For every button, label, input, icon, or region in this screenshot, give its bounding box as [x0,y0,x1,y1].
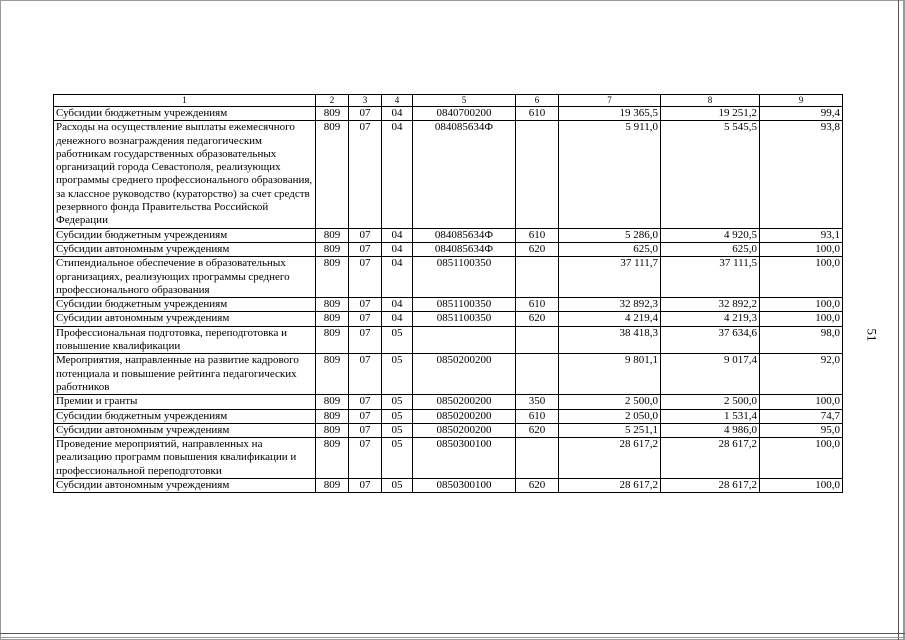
row-name-cell: Стипендиальное обеспечение в образовательных организациях, реализующих программы среднего профессионального образования [54,257,316,298]
grbs-cell: 809 [316,298,349,312]
row-name-cell: Субсидии автономным учреждениям [54,479,316,493]
target-article-cell: 0850200200 [413,409,516,423]
grbs-cell: 809 [316,423,349,437]
table-row [54,257,843,298]
target-article-cell: 0851100350 [413,298,516,312]
actual-amount-cell: 19 251,2 [661,107,760,121]
percent-cell: 98,0 [760,326,843,354]
section-cell: 07 [349,257,382,298]
row-name-cell: Проведение мероприятий, направленных на реализацию программ повышения квалификации и профессиональной переподготовки [54,438,316,479]
subsection-cell: 05 [382,354,413,395]
target-article-cell: 0840700200 [413,107,516,121]
section-cell: 07 [349,479,382,493]
subsection-cell: 05 [382,395,413,409]
table-row [54,326,843,354]
subsection-cell: 04 [382,257,413,298]
row-name-cell: Премии и гранты [54,395,316,409]
percent-cell: 100,0 [760,242,843,256]
expense-type-cell: 620 [516,312,559,326]
column-header: 6 [516,95,559,107]
column-header: 8 [661,95,760,107]
percent-cell: 99,4 [760,107,843,121]
subsection-cell: 05 [382,479,413,493]
actual-amount-cell: 625,0 [661,242,760,256]
grbs-cell: 809 [316,107,349,121]
section-cell: 07 [349,423,382,437]
section-cell: 07 [349,298,382,312]
page-number: 51 [864,328,880,342]
grbs-cell: 809 [316,479,349,493]
column-header: 7 [559,95,661,107]
actual-amount-cell: 4 920,5 [661,228,760,242]
grbs-cell: 809 [316,409,349,423]
row-name-cell: Субсидии бюджетным учреждениям [54,409,316,423]
percent-cell: 100,0 [760,438,843,479]
table-row [54,228,843,242]
percent-cell: 93,8 [760,121,843,228]
percent-cell: 100,0 [760,257,843,298]
actual-amount-cell: 4 219,3 [661,312,760,326]
expense-type-cell: 610 [516,228,559,242]
subsection-cell: 05 [382,409,413,423]
actual-amount-cell: 28 617,2 [661,438,760,479]
grbs-cell: 809 [316,242,349,256]
plan-amount-cell: 625,0 [559,242,661,256]
table-row [54,242,843,256]
target-article-cell: 084085634Ф [413,228,516,242]
grbs-cell: 809 [316,395,349,409]
target-article-cell: 0850200200 [413,354,516,395]
subsection-cell: 04 [382,312,413,326]
actual-amount-cell: 2 500,0 [661,395,760,409]
column-header: 3 [349,95,382,107]
section-cell: 07 [349,242,382,256]
percent-cell: 92,0 [760,354,843,395]
section-cell: 07 [349,312,382,326]
percent-cell: 93,1 [760,228,843,242]
plan-amount-cell: 37 111,7 [559,257,661,298]
row-name-cell: Мероприятия, направленные на развитие кадрового потенциала и повышение рейтинга педагогических работников [54,354,316,395]
grbs-cell: 809 [316,438,349,479]
section-cell: 07 [349,107,382,121]
plan-amount-cell: 5 286,0 [559,228,661,242]
expense-type-cell: 620 [516,479,559,493]
expense-type-cell: 620 [516,242,559,256]
plan-amount-cell: 32 892,3 [559,298,661,312]
actual-amount-cell: 5 545,5 [661,121,760,228]
row-name-cell: Субсидии автономным учреждениям [54,242,316,256]
subsection-cell: 04 [382,242,413,256]
table-body [54,107,843,493]
grbs-cell: 809 [316,326,349,354]
plan-amount-cell: 28 617,2 [559,479,661,493]
expense-type-cell [516,326,559,354]
section-cell: 07 [349,409,382,423]
target-article-cell: 0851100350 [413,257,516,298]
percent-cell: 100,0 [760,312,843,326]
expense-type-cell [516,121,559,228]
subsection-cell: 04 [382,121,413,228]
plan-amount-cell: 28 617,2 [559,438,661,479]
actual-amount-cell: 32 892,2 [661,298,760,312]
column-header: 1 [54,95,316,107]
plan-amount-cell: 5 911,0 [559,121,661,228]
row-name-cell: Расходы на осуществление выплаты ежемесячного денежного вознаграждения педагогическим работникам государственных образовательных организаций города Севастополя, реализующих программы среднего профессионального образования, за классное руководство (кураторство) за счет средств резервного фонда Правительства Российской Федерации [54,121,316,228]
subsection-cell: 05 [382,423,413,437]
grbs-cell: 809 [316,121,349,228]
percent-cell: 100,0 [760,395,843,409]
column-header: 2 [316,95,349,107]
section-cell: 07 [349,121,382,228]
actual-amount-cell: 9 017,4 [661,354,760,395]
subsection-cell: 04 [382,107,413,121]
subsection-cell: 04 [382,228,413,242]
plan-amount-cell: 2 500,0 [559,395,661,409]
table-row [54,438,843,479]
table-row [54,479,843,493]
percent-cell: 100,0 [760,479,843,493]
plan-amount-cell: 4 219,4 [559,312,661,326]
grbs-cell: 809 [316,228,349,242]
target-article-cell: 0850300100 [413,438,516,479]
column-header: 4 [382,95,413,107]
target-article-cell: 084085634Ф [413,121,516,228]
grbs-cell: 809 [316,354,349,395]
expense-type-cell: 610 [516,298,559,312]
actual-amount-cell: 37 111,5 [661,257,760,298]
section-cell: 07 [349,228,382,242]
target-article-cell [413,326,516,354]
table-row [54,395,843,409]
table-row [54,423,843,437]
actual-amount-cell: 28 617,2 [661,479,760,493]
actual-amount-cell: 37 634,6 [661,326,760,354]
plan-amount-cell: 2 050,0 [559,409,661,423]
section-cell: 07 [349,438,382,479]
expense-type-cell: 610 [516,409,559,423]
plan-amount-cell: 5 251,1 [559,423,661,437]
target-article-cell: 0851100350 [413,312,516,326]
actual-amount-cell: 4 986,0 [661,423,760,437]
table-row [54,354,843,395]
row-name-cell: Субсидии автономным учреждениям [54,312,316,326]
table-row [54,107,843,121]
section-cell: 07 [349,326,382,354]
table-row [54,312,843,326]
table-row [54,409,843,423]
expense-type-cell [516,257,559,298]
subsection-cell: 05 [382,326,413,354]
target-article-cell: 0850200200 [413,423,516,437]
column-header: 9 [760,95,843,107]
row-name-cell: Субсидии бюджетным учреждениям [54,228,316,242]
expense-type-cell: 350 [516,395,559,409]
section-cell: 07 [349,395,382,409]
section-cell: 07 [349,354,382,395]
row-name-cell: Субсидии бюджетным учреждениям [54,298,316,312]
expense-type-cell [516,438,559,479]
plan-amount-cell: 9 801,1 [559,354,661,395]
table-header-row [54,95,843,107]
scan-edge-right [898,0,904,640]
expense-type-cell [516,354,559,395]
grbs-cell: 809 [316,312,349,326]
scan-edge-bottom [0,633,905,638]
target-article-cell: 0850200200 [413,395,516,409]
percent-cell: 95,0 [760,423,843,437]
expense-type-cell: 610 [516,107,559,121]
column-header: 5 [413,95,516,107]
plan-amount-cell: 19 365,5 [559,107,661,121]
actual-amount-cell: 1 531,4 [661,409,760,423]
budget-table [53,94,843,493]
row-name-cell: Профессиональная подготовка, переподготовка и повышение квалификации [54,326,316,354]
table-row [54,298,843,312]
subsection-cell: 04 [382,298,413,312]
percent-cell: 74,7 [760,409,843,423]
row-name-cell: Субсидии бюджетным учреждениям [54,107,316,121]
table-row [54,121,843,228]
grbs-cell: 809 [316,257,349,298]
row-name-cell: Субсидии автономным учреждениям [54,423,316,437]
target-article-cell: 084085634Ф [413,242,516,256]
plan-amount-cell: 38 418,3 [559,326,661,354]
expense-type-cell: 620 [516,423,559,437]
percent-cell: 100,0 [760,298,843,312]
subsection-cell: 05 [382,438,413,479]
target-article-cell: 0850300100 [413,479,516,493]
